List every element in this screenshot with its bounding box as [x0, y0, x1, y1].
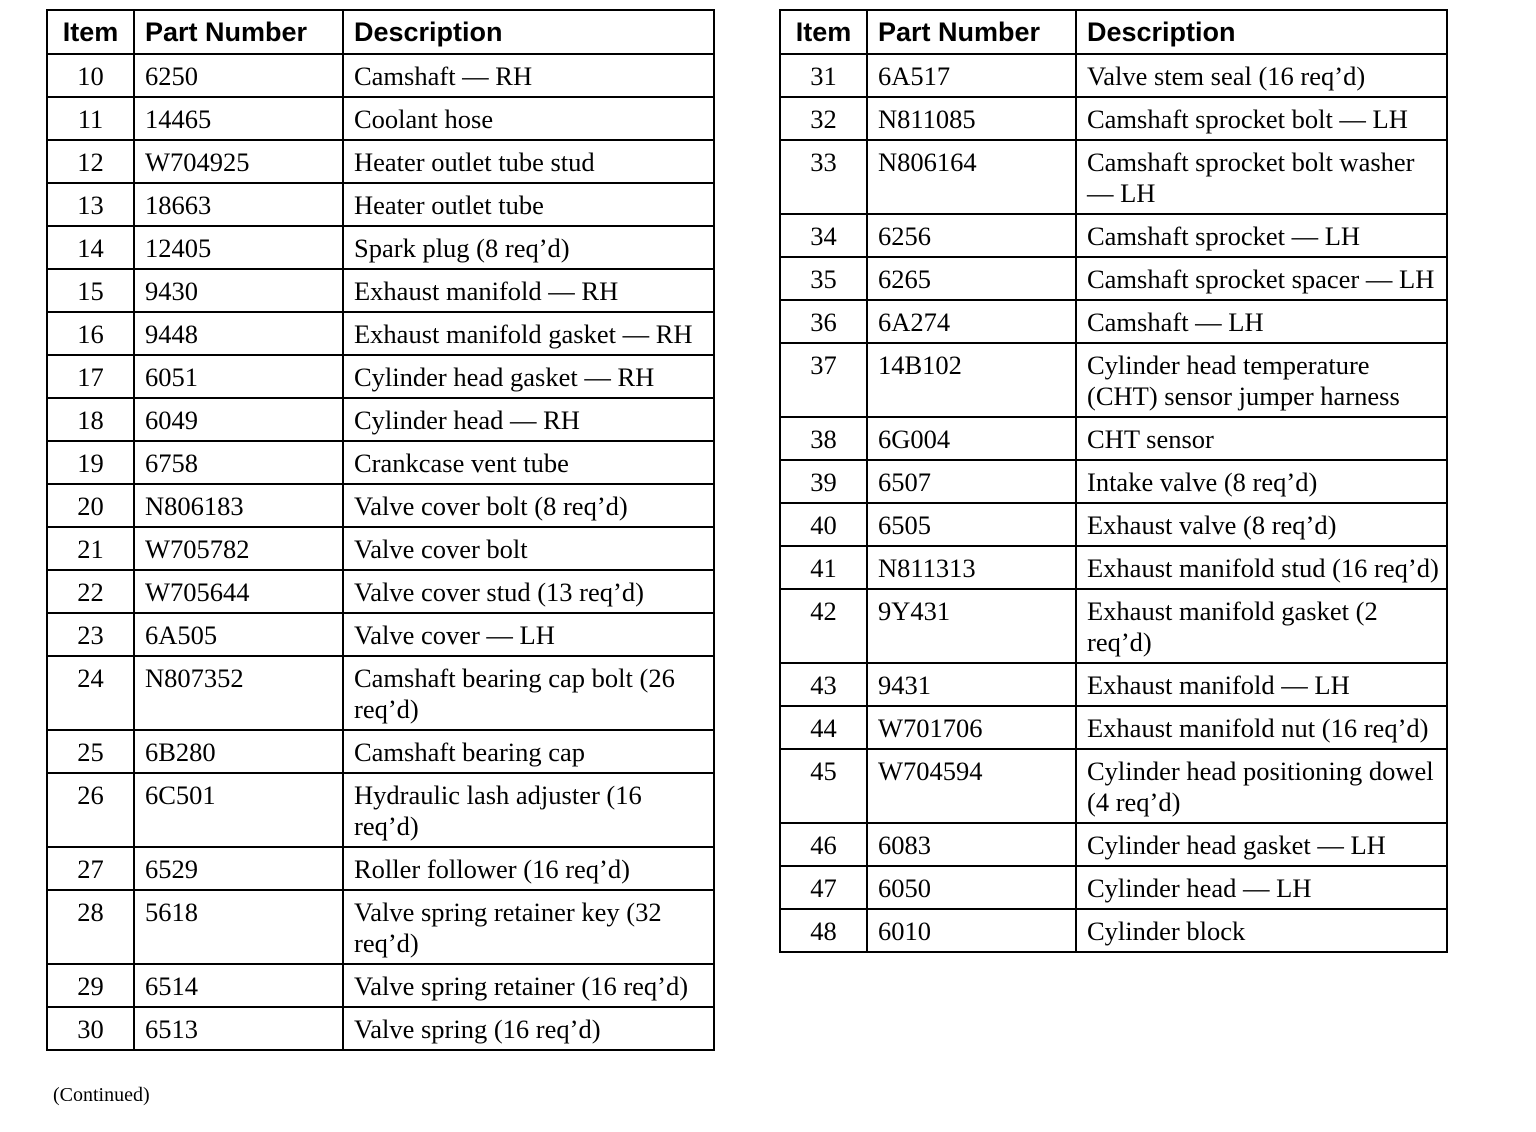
table-row: [780, 823, 1447, 866]
description-cell: Valve cover bolt: [343, 527, 714, 570]
part-number-cell: 6507: [867, 460, 1076, 503]
description-cell: Exhaust manifold — RH: [343, 269, 714, 312]
description-cell: Camshaft bearing cap bolt (26 req’d): [343, 656, 714, 730]
part-number-cell: 6B280: [134, 730, 343, 773]
table-row: [780, 300, 1447, 343]
part-number-cell: 6050: [867, 866, 1076, 909]
table-row: [47, 1007, 714, 1050]
item-number-cell: 11: [47, 97, 134, 140]
table-row: [780, 866, 1447, 909]
description-cell: Cylinder head gasket — RH: [343, 355, 714, 398]
part-number-cell: 6010: [867, 909, 1076, 952]
description-cell: Heater outlet tube: [343, 183, 714, 226]
table-row: [47, 964, 714, 1007]
part-number-cell: 6083: [867, 823, 1076, 866]
column-header-item: Item: [47, 10, 134, 54]
column-header-part-number: Part Number: [134, 10, 343, 54]
part-number-cell: N811313: [867, 546, 1076, 589]
part-number-cell: 6514: [134, 964, 343, 1007]
item-number-cell: 44: [780, 706, 867, 749]
description-cell: Cylinder block: [1076, 909, 1447, 952]
description-cell: Valve spring retainer (16 req’d): [343, 964, 714, 1007]
item-number-cell: 22: [47, 570, 134, 613]
description-cell: Roller follower (16 req’d): [343, 847, 714, 890]
item-number-cell: 38: [780, 417, 867, 460]
table-row: [47, 226, 714, 269]
table-row: [47, 312, 714, 355]
part-number-cell: N806164: [867, 140, 1076, 214]
table-body-right: [780, 54, 1447, 952]
item-number-cell: 26: [47, 773, 134, 847]
description-cell: Camshaft — RH: [343, 54, 714, 97]
table-row: [47, 570, 714, 613]
table-row: [780, 257, 1447, 300]
description-cell: Camshaft sprocket — LH: [1076, 214, 1447, 257]
item-number-cell: 45: [780, 749, 867, 823]
continued-note: (Continued): [53, 1084, 150, 1106]
table-row: [780, 97, 1447, 140]
part-number-cell: N806183: [134, 484, 343, 527]
part-number-cell: 9431: [867, 663, 1076, 706]
description-cell: Cylinder head positioning dowel (4 req’d): [1076, 749, 1447, 823]
item-number-cell: 32: [780, 97, 867, 140]
description-cell: Hydraulic lash adjuster (16 req’d): [343, 773, 714, 847]
table-row: [780, 54, 1447, 97]
part-number-cell: 5618: [134, 890, 343, 964]
part-number-cell: 14465: [134, 97, 343, 140]
part-number-cell: 6A505: [134, 613, 343, 656]
item-number-cell: 27: [47, 847, 134, 890]
item-number-cell: 14: [47, 226, 134, 269]
column-header-part-number: Part Number: [867, 10, 1076, 54]
part-number-cell: 6G004: [867, 417, 1076, 460]
part-number-cell: 6505: [867, 503, 1076, 546]
description-cell: Intake valve (8 req’d): [1076, 460, 1447, 503]
table-row: [47, 140, 714, 183]
item-number-cell: 41: [780, 546, 867, 589]
part-number-cell: W704925: [134, 140, 343, 183]
table-row: [47, 890, 714, 964]
description-cell: Valve cover bolt (8 req’d): [343, 484, 714, 527]
parts-table-left: [46, 9, 715, 1051]
table-row: [780, 140, 1447, 214]
table-row: [47, 730, 714, 773]
description-cell: Camshaft sprocket spacer — LH: [1076, 257, 1447, 300]
part-number-cell: 6A274: [867, 300, 1076, 343]
part-number-cell: 6256: [867, 214, 1076, 257]
item-number-cell: 20: [47, 484, 134, 527]
column-header-description: Description: [1076, 10, 1447, 54]
part-number-cell: 6A517: [867, 54, 1076, 97]
item-number-cell: 10: [47, 54, 134, 97]
part-number-cell: W705782: [134, 527, 343, 570]
table-row: [780, 749, 1447, 823]
item-number-cell: 43: [780, 663, 867, 706]
description-cell: Valve spring retainer key (32 req’d): [343, 890, 714, 964]
item-number-cell: 17: [47, 355, 134, 398]
description-cell: Camshaft sprocket bolt — LH: [1076, 97, 1447, 140]
description-cell: Camshaft bearing cap: [343, 730, 714, 773]
item-number-cell: 23: [47, 613, 134, 656]
description-cell: Valve cover stud (13 req’d): [343, 570, 714, 613]
description-cell: Valve cover — LH: [343, 613, 714, 656]
table-row: [780, 503, 1447, 546]
part-number-cell: 6250: [134, 54, 343, 97]
column-header-item: Item: [780, 10, 867, 54]
description-cell: Cylinder head temperature (CHT) sensor jumper harness: [1076, 343, 1447, 417]
item-number-cell: 34: [780, 214, 867, 257]
table-row: [47, 656, 714, 730]
part-number-cell: 9Y431: [867, 589, 1076, 663]
part-number-cell: 6C501: [134, 773, 343, 847]
item-number-cell: 16: [47, 312, 134, 355]
item-number-cell: 21: [47, 527, 134, 570]
part-number-cell: 9448: [134, 312, 343, 355]
item-number-cell: 42: [780, 589, 867, 663]
description-cell: Cylinder head — RH: [343, 398, 714, 441]
item-number-cell: 12: [47, 140, 134, 183]
part-number-cell: 14B102: [867, 343, 1076, 417]
table-row: [780, 343, 1447, 417]
table-row: [47, 97, 714, 140]
part-number-cell: 6529: [134, 847, 343, 890]
table-header-row: [47, 10, 714, 54]
item-number-cell: 15: [47, 269, 134, 312]
table-row: [47, 847, 714, 890]
description-cell: CHT sensor: [1076, 417, 1447, 460]
part-number-cell: 6051: [134, 355, 343, 398]
item-number-cell: 13: [47, 183, 134, 226]
item-number-cell: 37: [780, 343, 867, 417]
description-cell: Valve spring (16 req’d): [343, 1007, 714, 1050]
table-body-left: [47, 54, 714, 1050]
description-cell: Exhaust manifold — LH: [1076, 663, 1447, 706]
description-cell: Camshaft — LH: [1076, 300, 1447, 343]
table-row: [780, 546, 1447, 589]
part-number-cell: 6049: [134, 398, 343, 441]
item-number-cell: 18: [47, 398, 134, 441]
description-cell: Coolant hose: [343, 97, 714, 140]
description-cell: Cylinder head — LH: [1076, 866, 1447, 909]
item-number-cell: 29: [47, 964, 134, 1007]
table-row: [780, 417, 1447, 460]
table-row: [47, 183, 714, 226]
item-number-cell: 31: [780, 54, 867, 97]
table-row: [780, 663, 1447, 706]
item-number-cell: 24: [47, 656, 134, 730]
item-number-cell: 40: [780, 503, 867, 546]
item-number-cell: 47: [780, 866, 867, 909]
table-row: [780, 706, 1447, 749]
parts-table-right: [779, 9, 1448, 953]
part-number-cell: 6265: [867, 257, 1076, 300]
part-number-cell: 6513: [134, 1007, 343, 1050]
table-row: [47, 269, 714, 312]
table-header-row: [780, 10, 1447, 54]
part-number-cell: W705644: [134, 570, 343, 613]
description-cell: Valve stem seal (16 req’d): [1076, 54, 1447, 97]
table-row: [47, 441, 714, 484]
part-number-cell: W701706: [867, 706, 1076, 749]
item-number-cell: 33: [780, 140, 867, 214]
description-cell: Exhaust manifold gasket — RH: [343, 312, 714, 355]
description-cell: Heater outlet tube stud: [343, 140, 714, 183]
part-number-cell: W704594: [867, 749, 1076, 823]
table-row: [780, 589, 1447, 663]
part-number-cell: N807352: [134, 656, 343, 730]
table-row: [47, 527, 714, 570]
table-row: [47, 54, 714, 97]
description-cell: Exhaust valve (8 req’d): [1076, 503, 1447, 546]
column-header-description: Description: [343, 10, 714, 54]
table-row: [47, 398, 714, 441]
item-number-cell: 39: [780, 460, 867, 503]
item-number-cell: 35: [780, 257, 867, 300]
table-row: [47, 773, 714, 847]
description-cell: Exhaust manifold gasket (2 req’d): [1076, 589, 1447, 663]
table-row: [47, 613, 714, 656]
table-row: [47, 355, 714, 398]
item-number-cell: 36: [780, 300, 867, 343]
table-row: [47, 484, 714, 527]
description-cell: Cylinder head gasket — LH: [1076, 823, 1447, 866]
part-number-cell: 12405: [134, 226, 343, 269]
part-number-cell: 6758: [134, 441, 343, 484]
part-number-cell: 9430: [134, 269, 343, 312]
table-row: [780, 909, 1447, 952]
item-number-cell: 48: [780, 909, 867, 952]
table-row: [780, 214, 1447, 257]
item-number-cell: 25: [47, 730, 134, 773]
item-number-cell: 19: [47, 441, 134, 484]
description-cell: Exhaust manifold nut (16 req’d): [1076, 706, 1447, 749]
item-number-cell: 28: [47, 890, 134, 964]
part-number-cell: N811085: [867, 97, 1076, 140]
item-number-cell: 46: [780, 823, 867, 866]
description-cell: Crankcase vent tube: [343, 441, 714, 484]
part-number-cell: 18663: [134, 183, 343, 226]
description-cell: Spark plug (8 req’d): [343, 226, 714, 269]
table-row: [780, 460, 1447, 503]
description-cell: Camshaft sprocket bolt washer — LH: [1076, 140, 1447, 214]
description-cell: Exhaust manifold stud (16 req’d): [1076, 546, 1447, 589]
item-number-cell: 30: [47, 1007, 134, 1050]
